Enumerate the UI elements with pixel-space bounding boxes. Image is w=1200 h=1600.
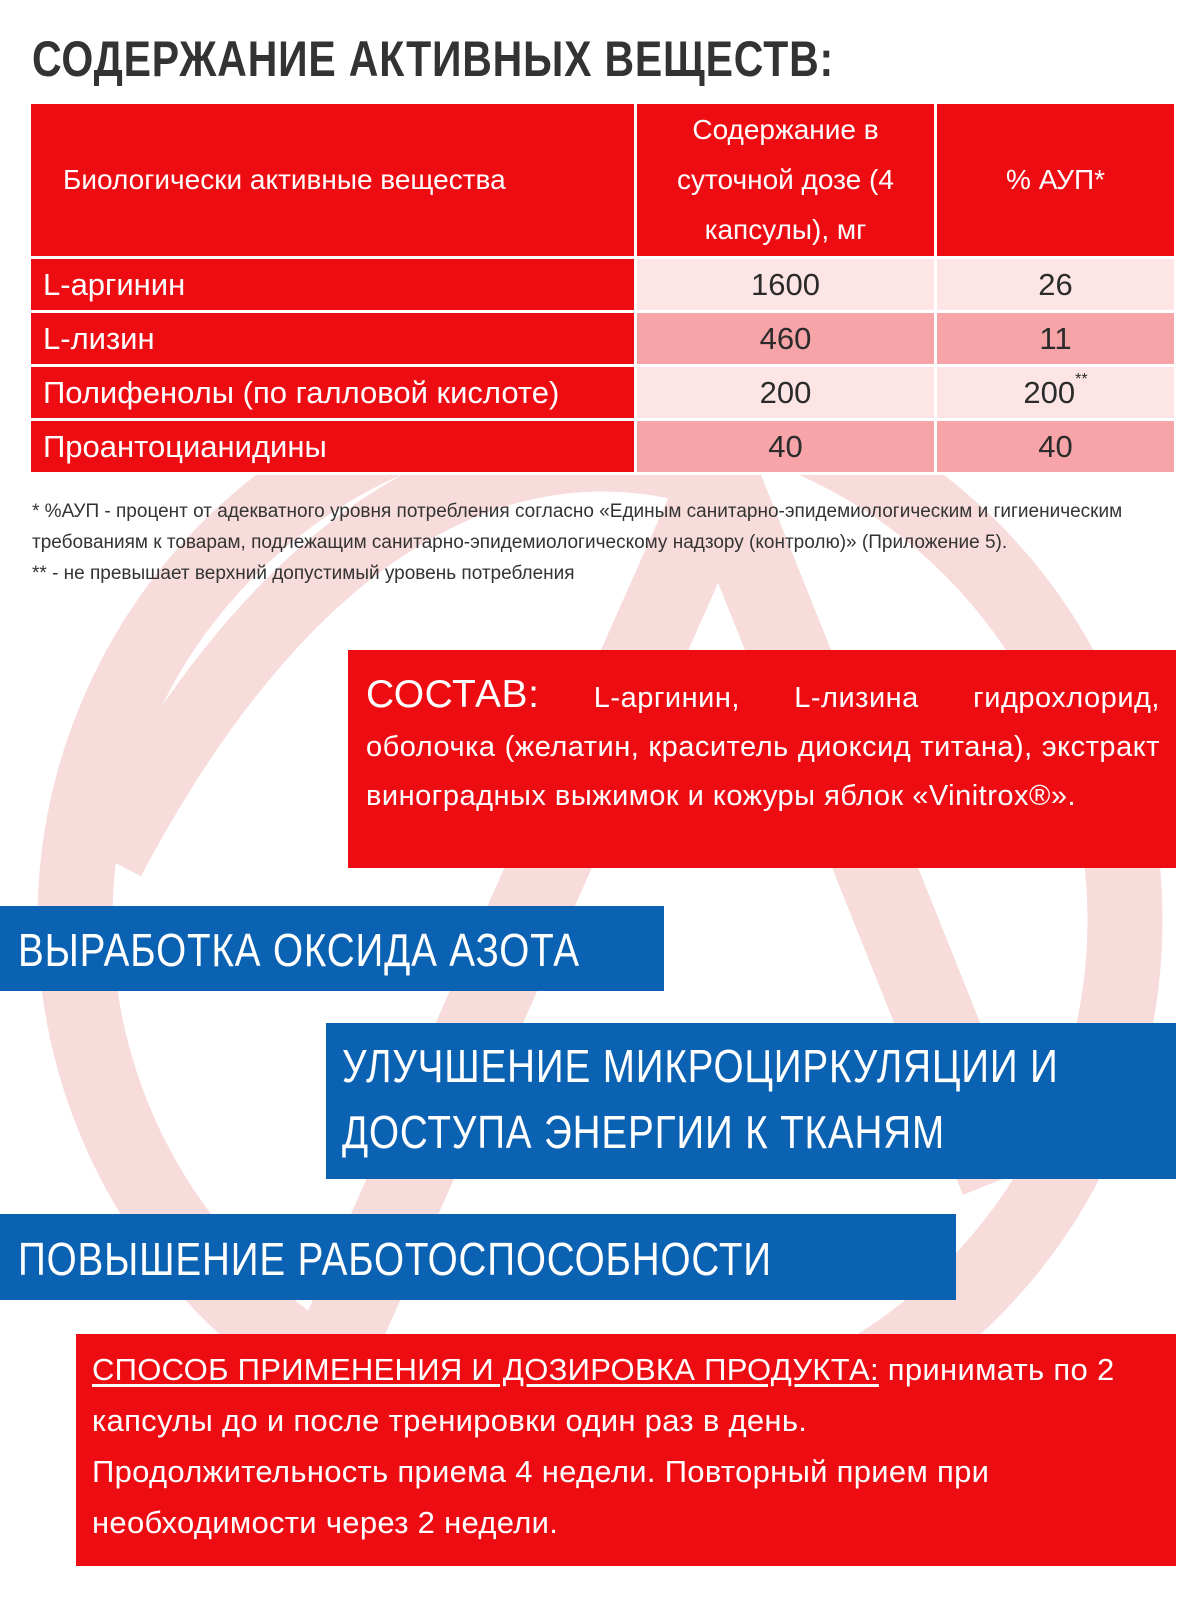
benefit-text: ВЫРАБОТКА ОКСИДА АЗОТА <box>18 924 580 976</box>
composition-text: L-аргинин, L-лизина гидрохлорид, оболочка (желатин, краситель диоксид титана), экстракт виноградных выжимок и кожуры яблок «Vinitrox®». <box>366 682 1160 812</box>
table-row <box>30 312 1176 366</box>
aup-value-cell <box>936 366 1176 420</box>
usage-line-1 <box>92 1344 1166 1395</box>
usage-box <box>76 1334 1176 1566</box>
aup-value: 26 <box>1038 266 1073 302</box>
header-daily-dose: Содержание в суточной дозе (4 капсулы), мг <box>636 103 936 258</box>
aup-value: 11 <box>1039 320 1072 356</box>
aup-footnote-mark: ** <box>1075 370 1088 388</box>
substance-name: L-аргинин <box>30 258 636 312</box>
table-row <box>30 258 1176 312</box>
footnote-upper-limit: ** - не превышает верхний допустимый уровень потребления <box>32 563 575 584</box>
substance-name: L-лизин <box>30 312 636 366</box>
footnote-aup: * %АУП - процент от адекватного уровня потребления согласно «Единым санитарно-эпидемиологическим и гигиеническим требованиям к товарам, подлежащим санитарно-эпидемиологическому надзору (контролю)» (Приложение 5). <box>32 501 1123 553</box>
benefit-banner-performance <box>0 1214 956 1300</box>
dose-value: 1600 <box>636 258 936 312</box>
composition-label: СОСТАВ: <box>366 673 540 716</box>
benefit-banner-nitric-oxide <box>0 906 664 991</box>
benefit-text-line2: ДОСТУПА ЭНЕРГИИ К ТКАНЯМ <box>342 1106 945 1158</box>
table-row <box>30 420 1176 474</box>
dose-value: 40 <box>636 420 936 474</box>
usage-text: принимать по 2 <box>878 1352 1115 1387</box>
aup-value-cell <box>936 312 1176 366</box>
substance-name: Проантоцианидины <box>30 420 636 474</box>
footnotes <box>32 496 1172 589</box>
usage-line-4: необходимости через 2 недели. <box>92 1505 559 1540</box>
aup-value-cell <box>936 258 1176 312</box>
dose-value: 200 <box>636 366 936 420</box>
benefit-banner-microcirculation <box>326 1023 1176 1179</box>
usage-line-2: капсулы до и после тренировки один раз в день. <box>92 1403 808 1438</box>
benefit-text: ПОВЫШЕНИЕ РАБОТОСПОСОБНОСТИ <box>18 1233 772 1285</box>
dose-value: 460 <box>636 312 936 366</box>
table-header-row <box>30 103 1176 258</box>
header-aup: % АУП* <box>936 103 1176 258</box>
substances-table <box>28 101 1177 475</box>
benefit-text-line1: УЛУЧШЕНИЕ МИКРОЦИРКУЛЯЦИИ И <box>342 1040 1059 1092</box>
aup-value: 40 <box>1038 428 1073 464</box>
aup-value-cell <box>936 420 1176 474</box>
aup-value: 200 <box>1023 374 1076 410</box>
header-substance: Биологически активные вещества <box>30 103 636 258</box>
usage-line-3: Продолжительность приема 4 недели. Повторный прием при <box>92 1454 990 1489</box>
composition-box <box>348 650 1176 868</box>
usage-label: СПОСОБ ПРИМЕНЕНИЯ И ДОЗИРОВКА ПРОДУКТА: <box>92 1352 879 1387</box>
page-title: СОДЕРЖАНИЕ АКТИВНЫХ ВЕЩЕСТВ: <box>32 31 834 87</box>
table-row <box>30 366 1176 420</box>
substance-name: Полифенолы (по галловой кислоте) <box>30 366 636 420</box>
